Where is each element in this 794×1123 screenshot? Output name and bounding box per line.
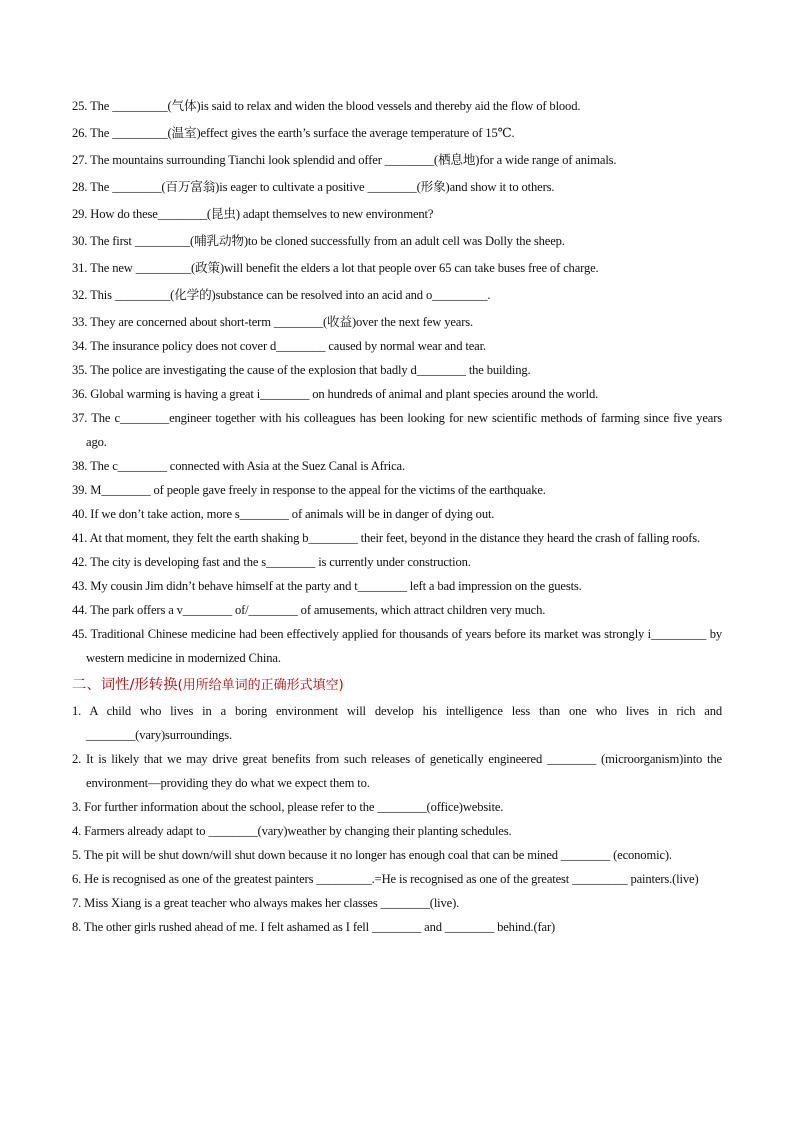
word-form-question-2: 2. It is likely that we may drive great benefits from such releases of genetically engineered ________ (microorganism)into the environment—providing they do what we expect them to. xyxy=(72,752,722,790)
document-content xyxy=(72,94,722,939)
word-form-question-8: 8. The other girls rushed ahead of me. I felt ashamed as I fell ________ and ________ behind.(far) xyxy=(72,920,556,934)
question-43: 43. My cousin Jim didn’t behave himself at the party and t________ left a bad impression on the guests. xyxy=(72,579,582,593)
question-39: 39. M________ of people gave freely in response to the appeal for the victims of the earthquake. xyxy=(72,483,546,497)
question-38: 38. The c________ connected with Asia at the Suez Canal is Africa. xyxy=(72,459,405,473)
section-heading xyxy=(72,672,722,699)
question-25: 25. The _________(气体)is said to relax and widen the blood vessels and thereby aid the flow of blood. xyxy=(72,99,581,113)
question-40: 40. If we don’t take action, more s________ of animals will be in danger of dying out. xyxy=(72,507,495,521)
word-form-question-1: 1. A child who lives in a boring environment will develop his intelligence less than one who lives in rich and ________(vary)surroundings. xyxy=(72,704,722,742)
vocab-fill-section xyxy=(72,94,722,670)
section-heading-main: 二、词性/形转换 xyxy=(72,677,178,693)
question-30: 30. The first _________(哺乳动物)to be cloned successfully from an adult cell was Dolly the sheep. xyxy=(72,234,565,248)
word-form-question-6: 6. He is recognised as one of the greatest painters _________.=He is recognised as one of the greatest _________ painters.(live) xyxy=(72,872,699,886)
question-29: 29. How do these________(昆虫) adapt themselves to new environment? xyxy=(72,207,434,221)
question-26: 26. The _________(温室)effect gives the earth’s surface the average temperature of 15℃. xyxy=(72,126,515,140)
question-34: 34. The insurance policy does not cover d________ caused by normal wear and tear. xyxy=(72,339,486,353)
question-42: 42. The city is developing fast and the s________ is currently under construction. xyxy=(72,555,471,569)
word-form-question-5: 5. The pit will be shut down/will shut down because it no longer has enough coal that can be mined ________ (economic). xyxy=(72,848,672,862)
question-35: 35. The police are investigating the cause of the explosion that badly d________ the building. xyxy=(72,363,531,377)
question-44: 44. The park offers a v________ of/________ of amusements, which attract children very much. xyxy=(72,603,546,617)
word-form-question-4: 4. Farmers already adapt to ________(vary)weather by changing their planting schedules. xyxy=(72,824,512,838)
question-41: 41. At that moment, they felt the earth shaking b________ their feet, beyond in the distance they heard the crash of falling roofs. xyxy=(72,531,701,545)
question-31: 31. The new _________(政策)will benefit the elders a lot that people over 65 can take buses free of charge. xyxy=(72,261,599,275)
question-36: 36. Global warming is having a great i________ on hundreds of animal and plant species around the world. xyxy=(72,387,599,401)
section-heading-instruction: (用所给单词的正确形式填空) xyxy=(177,678,344,693)
question-33: 33. They are concerned about short-term ________(收益)over the next few years. xyxy=(72,315,474,329)
question-32: 32. This _________(化学的)substance can be resolved into an acid and o_________. xyxy=(72,288,491,302)
question-45: 45. Traditional Chinese medicine had been effectively applied for thousands of years before its market was strongly i_________ by western medicine in modernized China. xyxy=(72,627,722,665)
question-28: 28. The ________(百万富翁)is eager to cultivate a positive ________(形象)and show it to others. xyxy=(72,180,555,194)
word-form-section xyxy=(72,699,722,939)
word-form-question-3: 3. For further information about the school, please refer to the ________(office)website. xyxy=(72,800,504,814)
word-form-question-7: 7. Miss Xiang is a great teacher who always makes her classes ________(live). xyxy=(72,896,460,910)
question-27: 27. The mountains surrounding Tianchi look splendid and offer ________(栖息地)for a wide range of animals. xyxy=(72,153,617,167)
question-37: 37. The c________engineer together with his colleagues has been looking for new scientific methods of farming since five years ago. xyxy=(72,411,722,449)
